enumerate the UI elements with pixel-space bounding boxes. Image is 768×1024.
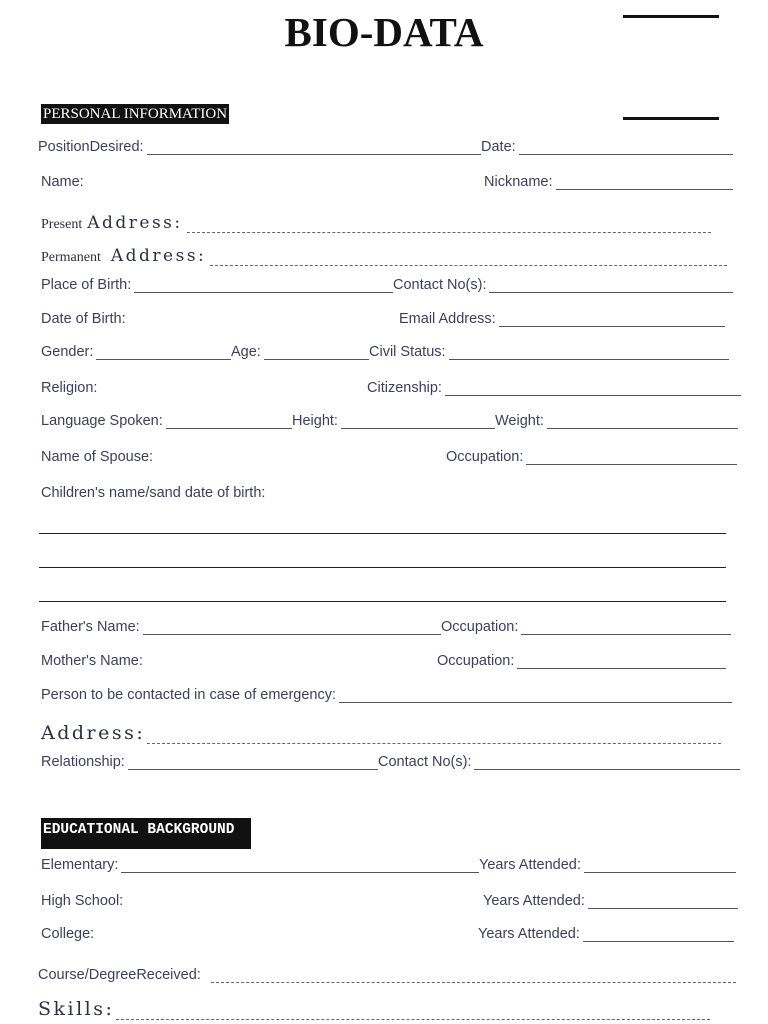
nickname-field[interactable] (484, 172, 733, 190)
email-field[interactable] (399, 309, 725, 327)
email-blank[interactable] (499, 312, 725, 327)
date-of-birth-label: Date of Birth: (41, 311, 126, 327)
language-field[interactable] (41, 411, 292, 429)
section-personal-information: PERSONAL INFORMATION (43, 106, 228, 122)
position-desired-field[interactable] (38, 137, 481, 155)
position-desired-blank[interactable] (147, 140, 481, 155)
section-educational-background: EDUCATIONAL BACKGROUND (41, 818, 251, 849)
elementary-years-field[interactable] (479, 855, 736, 873)
high-school-years-label: Years Attended: (483, 893, 585, 909)
children-line-2[interactable] (39, 567, 726, 568)
college-field[interactable] (41, 924, 241, 942)
emergency-address-label: Address: (41, 722, 146, 744)
relationship-label: Relationship: (41, 754, 125, 770)
emergency-contact-field[interactable] (378, 752, 740, 770)
height-field[interactable] (292, 411, 495, 429)
college-years-label: Years Attended: (478, 926, 580, 942)
language-blank[interactable] (166, 414, 292, 429)
relationship-field[interactable] (41, 752, 378, 770)
father-occupation-field[interactable] (441, 617, 731, 635)
spouse-label: Name of Spouse: (41, 449, 154, 465)
emergency-label: Person to be contacted in case of emergency: (41, 687, 337, 703)
contact-blank[interactable] (489, 278, 733, 293)
mother-label: Mother's Name: (41, 653, 143, 669)
emergency-contact-label: Contact No(s): (378, 754, 472, 770)
nickname-label: Nickname: (484, 174, 553, 190)
present-address-blank[interactable] (187, 220, 711, 233)
college-label: College: (41, 926, 95, 942)
children-line-3[interactable] (39, 601, 726, 602)
father-occupation-blank[interactable] (521, 620, 731, 635)
age-field[interactable] (231, 342, 369, 360)
height-blank[interactable] (341, 414, 495, 429)
permanent-address-blank[interactable] (210, 253, 727, 266)
present-address-field[interactable] (41, 211, 711, 233)
civil-status-field[interactable] (369, 342, 729, 360)
weight-blank[interactable] (547, 414, 738, 429)
elementary-years-blank[interactable] (584, 858, 736, 873)
skills-blank[interactable] (116, 1007, 710, 1020)
permanent-address-label: Address: (110, 246, 207, 266)
height-label: Height: (292, 413, 338, 429)
course-field[interactable] (38, 965, 736, 983)
name-label: Name: (41, 174, 84, 190)
college-years-blank[interactable] (583, 927, 734, 942)
permanent-address-field[interactable] (41, 244, 727, 266)
spouse-occupation-label: Occupation: (446, 449, 524, 465)
date-label: Date: (481, 139, 516, 155)
language-label: Language Spoken: (41, 413, 163, 429)
elementary-years-label: Years Attended: (479, 857, 581, 873)
mother-occupation-label: Occupation: (437, 653, 515, 669)
gender-field[interactable] (41, 342, 231, 360)
mother-field[interactable] (41, 651, 241, 669)
civil-status-blank[interactable] (449, 345, 729, 360)
elementary-label: Elementary: (41, 857, 119, 873)
course-blank[interactable] (211, 970, 736, 983)
emergency-contact-blank[interactable] (474, 755, 740, 770)
high-school-years-field[interactable] (483, 891, 738, 909)
present-address-label: Address: (87, 213, 183, 233)
father-blank[interactable] (143, 620, 441, 635)
date-field[interactable] (481, 137, 733, 155)
contact-field[interactable] (393, 275, 733, 293)
gender-blank[interactable] (96, 345, 231, 360)
children-field (41, 483, 441, 501)
elementary-field[interactable] (41, 855, 479, 873)
children-label: Children's name/sand date of birth: (41, 485, 266, 501)
civil-status-label: Civil Status: (369, 344, 446, 360)
name-field[interactable] (41, 172, 241, 190)
children-line-1[interactable] (39, 533, 726, 534)
place-of-birth-blank[interactable] (134, 278, 393, 293)
corner-line-top (623, 15, 719, 18)
course-label: Course/DegreeReceived: (38, 967, 201, 983)
skills-field[interactable] (38, 996, 710, 1020)
high-school-years-blank[interactable] (588, 894, 738, 909)
high-school-label: High School: (41, 893, 124, 909)
emergency-field[interactable] (41, 685, 732, 703)
date-blank[interactable] (519, 140, 733, 155)
mother-occupation-field[interactable] (437, 651, 726, 669)
high-school-field[interactable] (41, 891, 241, 909)
religion-field[interactable] (41, 378, 241, 396)
citizenship-label: Citizenship: (367, 380, 442, 396)
email-label: Email Address: (399, 311, 496, 327)
present-label: Present (41, 217, 83, 232)
gender-label: Gender: (41, 344, 94, 360)
spouse-field[interactable] (41, 447, 241, 465)
citizenship-blank[interactable] (445, 381, 741, 396)
age-blank[interactable] (264, 345, 369, 360)
contact-label: Contact No(s): (393, 277, 487, 293)
permanent-label: Permanent (41, 250, 101, 265)
college-years-field[interactable] (478, 924, 734, 942)
nickname-blank[interactable] (556, 175, 734, 190)
spouse-occupation-blank[interactable] (526, 450, 737, 465)
position-desired-label: PositionDesired: (38, 139, 144, 155)
spouse-occupation-field[interactable] (446, 447, 737, 465)
emergency-address-field[interactable] (41, 720, 721, 744)
emergency-address-blank[interactable] (147, 731, 721, 744)
mother-occupation-blank[interactable] (517, 654, 726, 669)
father-occupation-label: Occupation: (441, 619, 519, 635)
weight-field[interactable] (495, 411, 738, 429)
emergency-blank[interactable] (339, 688, 732, 703)
place-of-birth-label: Place of Birth: (41, 277, 132, 293)
place-of-birth-field[interactable] (41, 275, 393, 293)
father-field[interactable] (41, 617, 441, 635)
relationship-blank[interactable] (128, 755, 378, 770)
father-label: Father's Name: (41, 619, 140, 635)
date-of-birth-field[interactable] (41, 309, 241, 327)
age-label: Age: (231, 344, 261, 360)
page-title: BIO-DATA (284, 9, 484, 55)
skills-label: Skills: (38, 998, 115, 1020)
weight-label: Weight: (495, 413, 544, 429)
corner-line-bottom (623, 117, 719, 120)
elementary-blank[interactable] (121, 858, 479, 873)
citizenship-field[interactable] (367, 378, 741, 396)
religion-label: Religion: (41, 380, 98, 396)
